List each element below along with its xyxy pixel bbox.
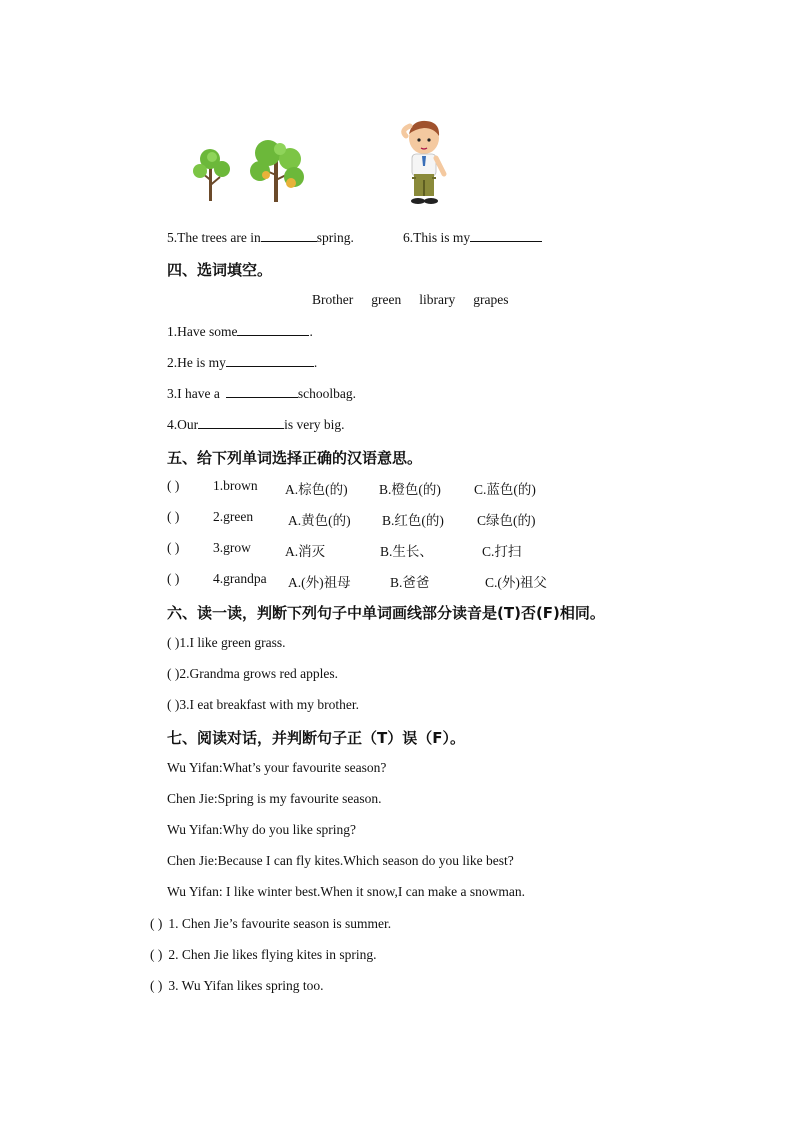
word-bank-item: green <box>371 292 402 307</box>
word-bank <box>312 292 508 308</box>
answer-paren[interactable]: ( ) <box>167 571 180 586</box>
s4-item-text: schoolbag. <box>297 386 356 401</box>
s4-item-text: 2.He is my <box>167 355 226 370</box>
s6-row-1 <box>167 635 285 651</box>
s5-option-c: C.蓝色(的) <box>474 482 536 497</box>
s5-option-b: B.爸爸 <box>390 575 430 590</box>
s5-word: 3.grow <box>213 540 251 555</box>
dialogue-line: Wu Yifan: I like winter best.When it snow,I can make a snowman. <box>167 884 525 899</box>
answer-paren[interactable]: ( ) <box>167 666 180 681</box>
answer-paren[interactable]: ( ) <box>167 635 180 650</box>
s6-row-3 <box>167 697 359 713</box>
dialogue-line: Chen Jie:Spring is my favourite season. <box>167 791 382 806</box>
s4-item-text: . <box>313 355 318 370</box>
s4-item-2 <box>167 354 317 371</box>
s5-option-c: C.(外)祖父 <box>485 575 547 590</box>
answer-paren[interactable]: ( ) <box>167 509 180 524</box>
q6-blank[interactable] <box>470 229 542 242</box>
q5-text-before: 5.The trees are in <box>167 230 261 245</box>
answer-paren[interactable]: ( ) <box>167 478 180 493</box>
answer-paren[interactable]: ( ) <box>150 978 163 993</box>
s6-text: 2.Grandma grows red apples. <box>179 666 338 681</box>
s4-blank[interactable] <box>226 385 298 398</box>
s5-option-a: A.棕色(的) <box>285 482 348 497</box>
s7-row-3 <box>150 978 323 994</box>
s5-word: 1.brown <box>213 478 258 493</box>
word-bank-item: Brother <box>312 292 354 307</box>
s4-blank[interactable] <box>226 354 314 367</box>
s4-item-text: is very big. <box>284 417 345 432</box>
s5-option-c: C.打扫 <box>482 544 522 559</box>
dialogue-line: Wu Yifan:Why do you like spring? <box>167 822 357 837</box>
q5-text-after: spring. <box>316 230 354 245</box>
s5-option-b: B.橙色(的) <box>379 482 441 497</box>
s5-word: 4.grandpa <box>213 571 267 586</box>
s5-option-c: C绿色(的) <box>477 513 536 528</box>
section-7-title: 七、阅读对话，并判断句子正（T）误（F）。 <box>167 729 465 747</box>
word-bank-item: grapes <box>473 292 509 307</box>
s7-text: 1. Chen Jie’s favourite season is summer. <box>168 916 392 931</box>
answer-paren[interactable]: ( ) <box>167 540 180 555</box>
answer-paren[interactable]: ( ) <box>150 916 163 931</box>
s6-text: 3.I eat breakfast with my brother. <box>179 697 359 712</box>
s4-item-text: 1.Have some <box>167 324 238 339</box>
s4-blank[interactable] <box>237 323 309 336</box>
s4-blank[interactable] <box>198 416 284 429</box>
s7-text: 3. Wu Yifan likes spring too. <box>168 978 324 993</box>
dialogue-line: Chen Jie:Because I can fly kites.Which season do you like best? <box>167 853 514 868</box>
s4-item-text: . <box>309 324 313 339</box>
trees-icon <box>188 135 310 205</box>
section-5-title: 五、给下列单词选择正确的汉语意思。 <box>167 449 423 467</box>
question-5 <box>167 229 354 246</box>
q6-text-before: 6.This is my <box>403 230 471 245</box>
s6-row-2 <box>167 666 338 682</box>
s4-item-4 <box>167 416 345 433</box>
small-tree <box>193 149 230 201</box>
s7-row-2 <box>150 947 377 963</box>
answer-paren[interactable]: ( ) <box>150 947 163 962</box>
s5-option-b: B.红色(的) <box>382 513 444 528</box>
big-tree <box>250 140 304 202</box>
s7-row-1 <box>150 916 391 932</box>
section-6-title: 六、读一读，判断下列句子中单词画线部分读音是(T)否(F)相同。 <box>167 604 605 622</box>
answer-paren[interactable]: ( ) <box>167 697 180 712</box>
s7-text: 2. Chen Jie likes flying kites in spring. <box>168 947 377 962</box>
s5-word: 2.green <box>213 509 254 524</box>
s4-item-text: 3.I have a <box>167 386 220 401</box>
word-bank-item: library <box>419 292 456 307</box>
boy-icon <box>398 118 453 208</box>
s6-text: 1.I like green grass. <box>179 635 286 650</box>
s4-item-3 <box>167 385 356 402</box>
s5-option-b: B.生长、 <box>380 544 433 559</box>
s4-item-text: 4.Our <box>167 417 199 432</box>
dialogue-line: Wu Yifan:What’s your favourite season? <box>167 760 387 775</box>
q5-blank[interactable] <box>261 229 317 242</box>
question-6 <box>403 229 542 246</box>
s4-item-1 <box>167 323 313 340</box>
section-4-title: 四、选词填空。 <box>167 261 273 279</box>
s5-option-a: A.消灭 <box>285 544 326 559</box>
s5-option-a: A.(外)祖母 <box>288 575 351 590</box>
s5-option-a: A.黄色(的) <box>288 513 351 528</box>
